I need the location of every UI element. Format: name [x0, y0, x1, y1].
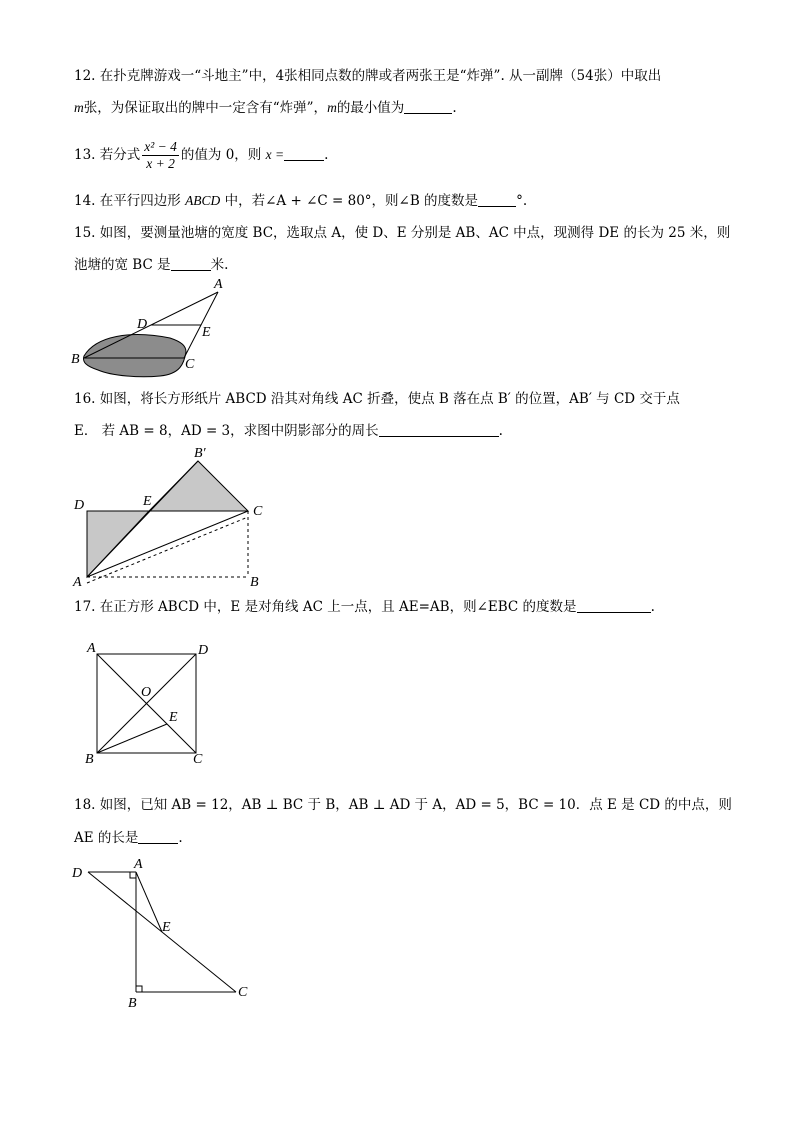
label-C: C	[193, 752, 203, 767]
label-B: B	[128, 996, 137, 1011]
label-E: E	[202, 325, 211, 340]
q14-shape: ABCD	[185, 193, 221, 208]
label-D: D	[198, 643, 209, 658]
label-B: B	[85, 752, 94, 767]
label-B: B	[250, 575, 259, 590]
q12-line2-tail: 的最小值为	[336, 100, 405, 116]
q12-end: .	[452, 100, 457, 116]
q14-end: °.	[516, 193, 528, 209]
label-A: A	[87, 641, 96, 656]
q16-line2-prefix: E． 若 AB = 8，AD = 3，求图中阴影部分的周长	[74, 423, 379, 439]
label-A: A	[134, 857, 143, 872]
label-A: A	[73, 575, 82, 590]
q17-answer-blank	[577, 598, 651, 613]
q13-denominator: x + 2	[146, 156, 175, 171]
q16-line1: 16. 如图，将长方形纸片 ABCD 沿其对角线 AC 折叠，使点 B 落在点 B′ 的位置，AB′ 与 CD 交于点	[74, 391, 680, 407]
q13-prefix: 13. 若分式	[74, 147, 141, 163]
q14-prefix: 14. 在平行四边形	[74, 193, 181, 209]
pond-shape	[84, 335, 186, 377]
line-BE	[97, 724, 167, 753]
q14-mid: 中，若∠A + ∠C = 80°，则∠B 的度数是	[224, 193, 479, 209]
q13-fraction	[142, 139, 179, 172]
q13-line	[74, 138, 328, 172]
label-D: D	[74, 498, 85, 513]
q15-line1: 15. 如图，要测量池塘的宽度 BC，选取点 A，使 D、E 分别是 AB、AC 中点，现测得 DE 的长为 25 米，则	[74, 225, 731, 241]
label-C: C	[253, 504, 263, 519]
q13-mid: 的值为 0，则	[180, 147, 262, 163]
shade-ECB	[149, 461, 248, 511]
q15-line2-prefix: 池塘的宽 BC 是	[74, 257, 171, 273]
right-angle-B	[136, 986, 142, 992]
label-B: B	[71, 352, 80, 367]
q18-answer-blank	[138, 829, 178, 844]
label-C: C	[238, 985, 248, 1000]
q15-line2-end: 米.	[210, 257, 229, 273]
q12-line1: 12. 在扑克牌游戏一“斗地主”中，4张相同点数的牌或者两张王是“炸弹”. 从一副牌（54张）中取出	[74, 68, 662, 84]
q17-end: .	[650, 599, 655, 615]
q18-line1: 18. 如图，已知 AB = 12，AB ⊥ BC 于 B，AB ⊥ AD 于 A，AD = 5，BC = 10．点 E 是 CD 的中点，则	[74, 797, 732, 813]
q17-line	[74, 597, 655, 617]
label-E: E	[169, 710, 178, 725]
label-D: D	[72, 866, 83, 881]
q14-answer-blank	[478, 192, 516, 207]
q15-line2	[74, 255, 228, 275]
q16-answer-blank	[379, 422, 499, 437]
q12-line2-text: 张，为保证取出的牌中一定含有“炸弹”，	[83, 100, 328, 116]
label-C: C	[185, 357, 195, 372]
q13-numerator: x² − 4	[144, 139, 177, 154]
q14-line	[74, 191, 527, 211]
q12-line2	[74, 98, 457, 118]
q15-pond-figure	[60, 277, 260, 390]
q13-answer-blank	[284, 146, 324, 161]
q18-figure	[60, 850, 280, 1015]
label-E: E	[143, 494, 152, 509]
q16-end: .	[498, 423, 503, 439]
label-E: E	[162, 920, 171, 935]
q18-line2-prefix: AE 的长是	[74, 830, 139, 846]
q18-line2	[74, 828, 183, 848]
q17-text: 17. 在正方形 ABCD 中，E 是对角线 AC 上一点，且 AE=AB，则∠EBC 的度数是	[74, 599, 577, 615]
label-B-prime: B′	[194, 446, 206, 461]
q12-var-m: m	[74, 100, 84, 115]
line-AE	[136, 872, 162, 932]
label-O: O	[141, 685, 152, 700]
q17-square-figure	[80, 638, 220, 768]
q18-end: .	[178, 830, 183, 846]
q16-line2	[74, 421, 503, 441]
label-A: A	[214, 277, 223, 292]
q16-fold-figure	[60, 440, 280, 590]
q13-var: x =	[265, 147, 285, 162]
right-angle-A	[130, 872, 136, 878]
q13-end: .	[324, 147, 329, 163]
label-D: D	[137, 317, 148, 332]
q15-answer-blank	[171, 256, 211, 271]
q12-var-m2: m	[327, 100, 337, 115]
q12-answer-blank	[404, 99, 452, 114]
